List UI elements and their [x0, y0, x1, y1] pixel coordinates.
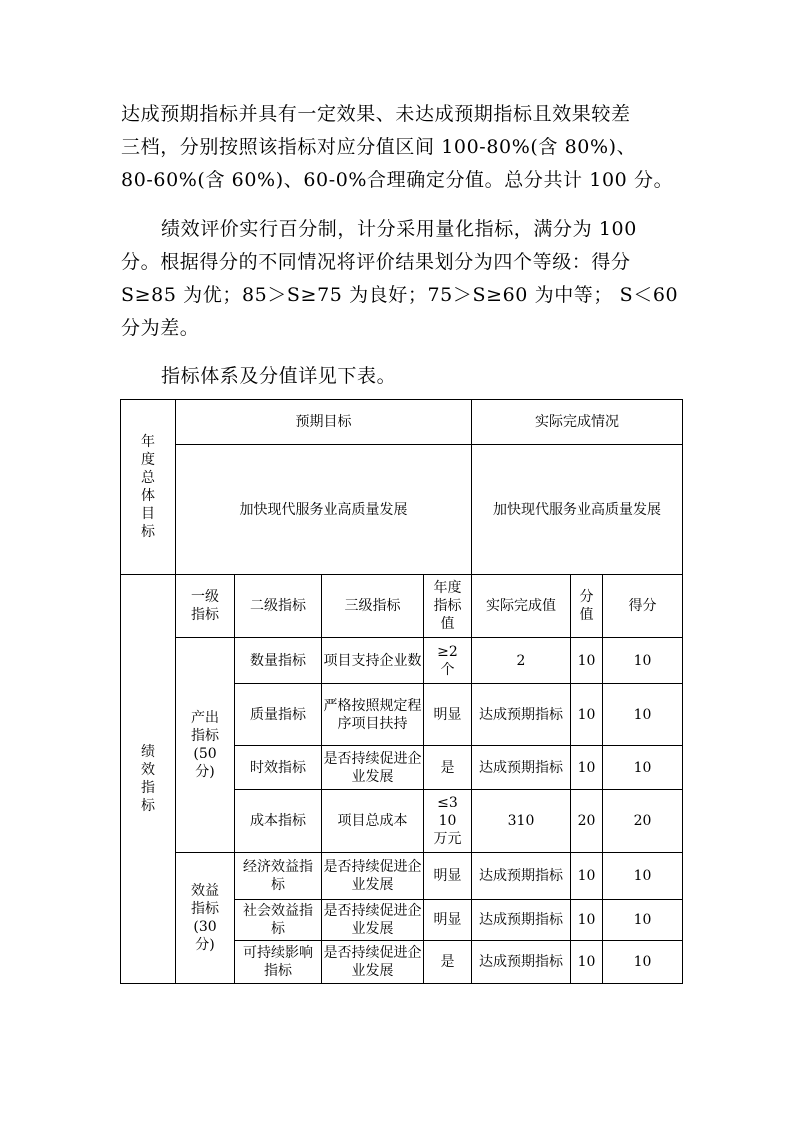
level2-cell: 质量指标: [235, 684, 322, 746]
expected-goal-header: 预期目标: [176, 400, 472, 445]
table-row: [121, 400, 683, 445]
level3-cell: 是否持续促进企业发展: [322, 941, 424, 984]
level3-cell: 严格按照规定程序项目扶持: [322, 684, 424, 746]
level3-cell: 是否持续促进企业发展: [322, 746, 424, 790]
level2-cell: [235, 900, 322, 941]
score-cell: 10: [603, 746, 683, 790]
group-benefit-cell: [176, 853, 235, 984]
level2-text: 社会效益指标: [243, 903, 313, 937]
actual-cell: [472, 746, 571, 790]
paragraph-grading-levels: [121, 213, 679, 345]
score-cell: 20: [603, 790, 683, 853]
actual-text: 达成预期指标: [479, 706, 563, 723]
header-target-text: 年度指标值: [433, 580, 462, 632]
header-level1: [176, 575, 235, 638]
score-cell: 10: [603, 638, 683, 684]
text-line: 分。根据得分的不同情况将评价结果划分为四个等级：得分: [121, 251, 631, 273]
text-line: S≥85 为优；85＞S≥75 为良好；75＞S≥60 为中等； S＜60: [121, 284, 679, 306]
weight-cell: 20: [571, 790, 603, 853]
actual-goal-text: 加快现代服务业高质量发展: [472, 445, 683, 575]
annual-goal-label-cell: [121, 400, 176, 575]
text-line: 80-60%(含 60%)、60-0%合理确定分值。总分共计 100 分。: [121, 169, 674, 191]
level2-text: 可持续影响指标: [243, 945, 313, 979]
actual-text: 达成预期指标: [479, 868, 563, 884]
target-text: ≤310万元: [433, 795, 462, 847]
expected-goal-text: 加快现代服务业高质量发展: [176, 445, 472, 575]
text-line: 分为差。: [121, 317, 200, 339]
target-cell: 明显: [424, 853, 472, 900]
performance-label: 绩效指标: [141, 744, 155, 814]
header-weight: [571, 575, 603, 638]
weight-cell: 10: [571, 853, 603, 900]
actual-cell: 310: [472, 790, 571, 853]
level2-cell: 数量指标: [235, 638, 322, 684]
target-cell: [424, 790, 472, 853]
table-header-row: [121, 575, 683, 638]
actual-text: 达成预期指标: [479, 912, 563, 928]
group-output-label: 产出指标(50分): [191, 710, 219, 780]
actual-cell: [472, 853, 571, 900]
text-line: 达成预期指标并具有一定效果、未达成预期指标且效果较差: [121, 103, 631, 125]
target-cell: 明显: [424, 684, 472, 746]
table-row: [121, 853, 683, 900]
actual-cell: [472, 684, 571, 746]
annual-goal-label: 年度总体目标: [141, 434, 155, 540]
text-line: 指标体系及分值详见下表。: [161, 365, 397, 387]
target-cell: [424, 638, 472, 684]
target-text: ≥2个: [437, 643, 458, 678]
weight-cell: 10: [571, 900, 603, 941]
table-row: [121, 445, 683, 575]
actual-text: 达成预期指标: [479, 759, 563, 776]
target-cell: 是: [424, 941, 472, 984]
actual-text: 达成预期指标: [479, 954, 563, 970]
level3-cell: 是否持续促进企业发展: [322, 900, 424, 941]
level2-cell: 成本指标: [235, 790, 322, 853]
level2-cell: 时效指标: [235, 746, 322, 790]
actual-cell: [472, 941, 571, 984]
header-actual: 实际完成值: [472, 575, 571, 638]
paragraph-table-intro: [121, 360, 676, 393]
target-cell: 明显: [424, 900, 472, 941]
level2-text: 经济效益指标: [243, 859, 313, 893]
text-line: 绩效评价实行百分制，计分采用量化指标，满分为 100: [161, 218, 637, 240]
level3-cell: 项目支持企业数: [322, 638, 424, 684]
score-cell: 10: [603, 900, 683, 941]
header-score: 得分: [603, 575, 683, 638]
group-benefit-label: 效益指标(30分): [191, 883, 219, 953]
performance-label-cell: [121, 575, 176, 984]
table-row: [121, 638, 683, 684]
weight-cell: 10: [571, 746, 603, 790]
score-cell: 10: [603, 853, 683, 900]
target-cell: 是: [424, 746, 472, 790]
group-output-cell: [176, 638, 235, 853]
weight-cell: 10: [571, 941, 603, 984]
level2-cell: [235, 853, 322, 900]
weight-cell: 10: [571, 684, 603, 746]
actual-cell: 2: [472, 638, 571, 684]
header-weight-text: 分值: [579, 589, 594, 623]
actual-status-header: 实际完成情况: [472, 400, 683, 445]
text-line: 三档，分别按照该指标对应分值区间 100-80%(含 80%)、: [121, 136, 637, 158]
header-level2: 二级指标: [235, 575, 322, 638]
score-cell: 10: [603, 941, 683, 984]
paragraph-scoring-tiers: [121, 98, 676, 197]
header-level1-text: 一级指标: [191, 589, 219, 623]
weight-cell: 10: [571, 638, 603, 684]
level3-cell: 是否持续促进企业发展: [322, 853, 424, 900]
actual-cell: [472, 900, 571, 941]
header-target: [424, 575, 472, 638]
level3-cell: 项目总成本: [322, 790, 424, 853]
header-level3: 三级指标: [322, 575, 424, 638]
indicator-table: [120, 399, 683, 984]
level2-cell: [235, 941, 322, 984]
score-cell: 10: [603, 684, 683, 746]
